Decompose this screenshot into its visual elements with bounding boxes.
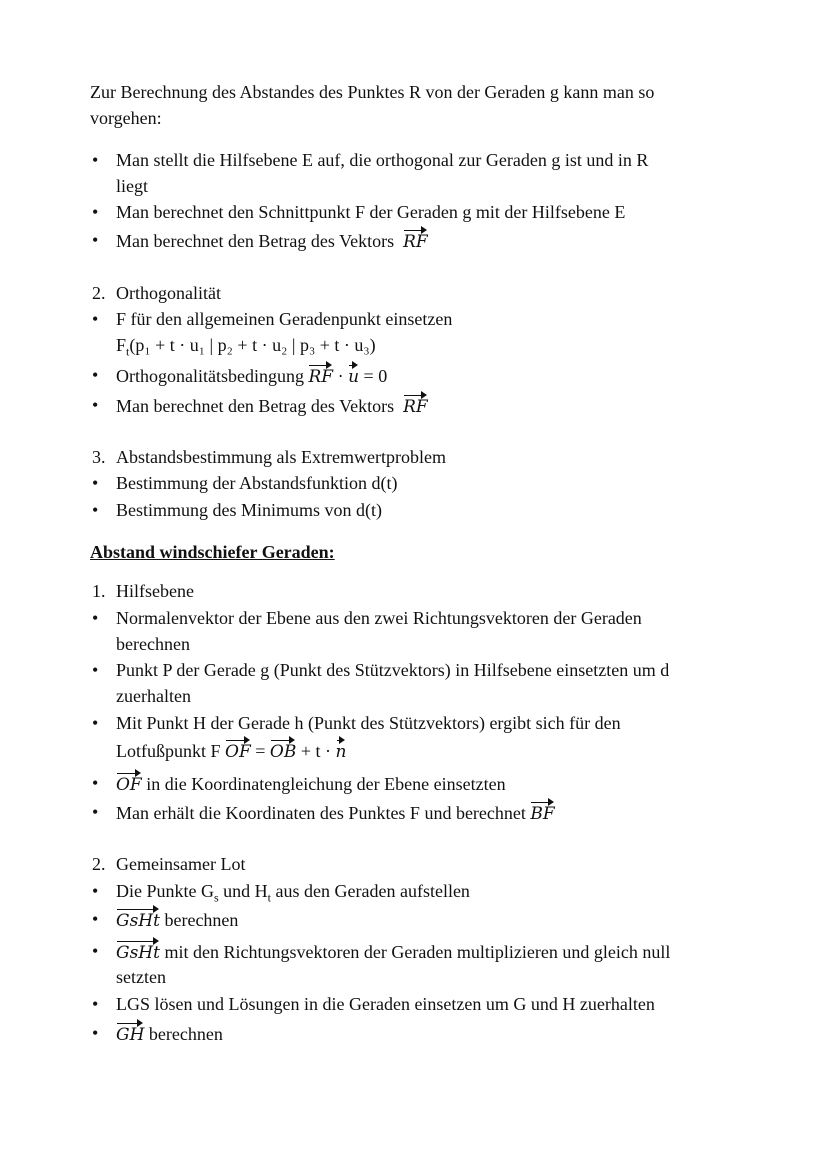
vector-rf: RF	[403, 227, 428, 253]
section-number: 3.	[92, 447, 106, 467]
list-item-continuation: zuerhalten	[116, 686, 191, 706]
list-item: Punkt P der Gerade g (Punkt des Stützvektors) in Hilfsebene einsetzten um d	[116, 660, 670, 680]
bullet-icon: •	[92, 473, 99, 493]
list-item: Man berechnet den Betrag des Vektors RF	[116, 227, 726, 254]
bullet-icon: •	[92, 309, 99, 329]
bullet-icon: •	[92, 608, 99, 628]
bullet-icon: •	[92, 365, 99, 385]
list-item: OF in die Koordinatengleichung der Ebene einsetzten	[116, 770, 726, 797]
section-number: 1.	[92, 581, 106, 601]
vector-bf: BF	[530, 799, 554, 825]
bullet-icon: •	[92, 909, 99, 929]
bullet-icon: •	[92, 941, 99, 961]
bullet-icon: •	[92, 395, 99, 415]
list-item: F für den allgemeinen Geradenpunkt einsetzen	[116, 309, 453, 329]
section-title: Hilfsebene	[116, 581, 194, 601]
list-item-continuation: Lotfußpunkt F OF = OB + t · n	[116, 737, 726, 764]
list-item: LGS lösen und Lösungen in die Geraden einsetzen um G und H zuerhalten	[116, 994, 655, 1014]
section-title: Orthogonalität	[116, 283, 221, 303]
section-number: 2.	[92, 854, 106, 874]
vector-of: OF	[225, 737, 251, 763]
bullet-icon: •	[92, 773, 99, 793]
list-item: GH berechnen	[116, 1020, 726, 1047]
list-item: Orthogonalitätsbedingung RF · u = 0	[116, 362, 726, 389]
bullet-icon: •	[92, 230, 99, 250]
vector-gsht: GsHt	[116, 906, 160, 932]
vector-gsht: GsHt	[116, 938, 160, 964]
bullet-icon: •	[92, 660, 99, 680]
list-item: Bestimmung des Minimums von d(t)	[116, 500, 383, 520]
vector-rf: RF	[403, 392, 428, 418]
section-heading: Abstand windschiefer Geraden:	[90, 542, 335, 562]
list-item: Man erhält die Koordinaten des Punktes F und berechnet BF	[116, 799, 726, 826]
bullet-icon: •	[92, 150, 99, 170]
vector-gh: GH	[116, 1020, 144, 1046]
list-item: Bestimmung der Abstandsfunktion d(t)	[116, 473, 398, 493]
section-title: Gemeinsamer Lot	[116, 854, 246, 874]
list-item: Normalenvektor der Ebene aus den zwei Richtungsvektoren der Geraden	[116, 608, 642, 628]
bullet-icon: •	[92, 202, 99, 222]
intro-line-1: Zur Berechnung des Abstandes des Punktes R von der Geraden g kann man so	[90, 82, 655, 102]
vector-ob: OB	[270, 737, 296, 763]
section-number: 2.	[92, 283, 106, 303]
list-item: GsHt berechnen	[116, 906, 726, 933]
intro-line-2: vorgehen:	[90, 108, 162, 128]
section-title: Abstandsbestimmung als Extremwertproblem	[116, 447, 446, 467]
list-item-continuation: berechnen	[116, 634, 190, 654]
bullet-icon: •	[92, 881, 99, 901]
bullet-icon: •	[92, 802, 99, 822]
list-item: GsHt mit den Richtungsvektoren der Geraden multiplizieren und gleich null	[116, 938, 726, 965]
vector-n: n	[336, 737, 347, 763]
formula-line: $F_t(p_1 + t \cdot u_1$ | p₂ + t · u₂ | p₃ + t · u₃)	[116, 335, 376, 359]
vector-of: OF	[116, 770, 142, 796]
list-item-continuation: liegt	[116, 176, 148, 196]
list-item-continuation: setzten	[116, 967, 166, 987]
bullet-icon: •	[92, 1023, 99, 1043]
vector-u: u	[348, 362, 359, 388]
list-item: Man berechnet den Schnittpunkt F der Geraden g mit der Hilfsebene E	[116, 202, 626, 222]
vector-rf: RF	[308, 362, 333, 388]
bullet-icon: •	[92, 500, 99, 520]
list-item: Mit Punkt H der Gerade h (Punkt des Stützvektors) ergibt sich für den	[116, 713, 621, 733]
list-item: Man berechnet den Betrag des Vektors RF	[116, 392, 726, 419]
bullet-icon: •	[92, 994, 99, 1014]
bullet-icon: •	[92, 713, 99, 733]
list-item: Man stellt die Hilfsebene E auf, die orthogonal zur Geraden g ist und in R	[116, 150, 649, 170]
list-item: Die Punkte $G_s$ und $H_t$ aus den Geraden aufstellen	[116, 881, 470, 905]
